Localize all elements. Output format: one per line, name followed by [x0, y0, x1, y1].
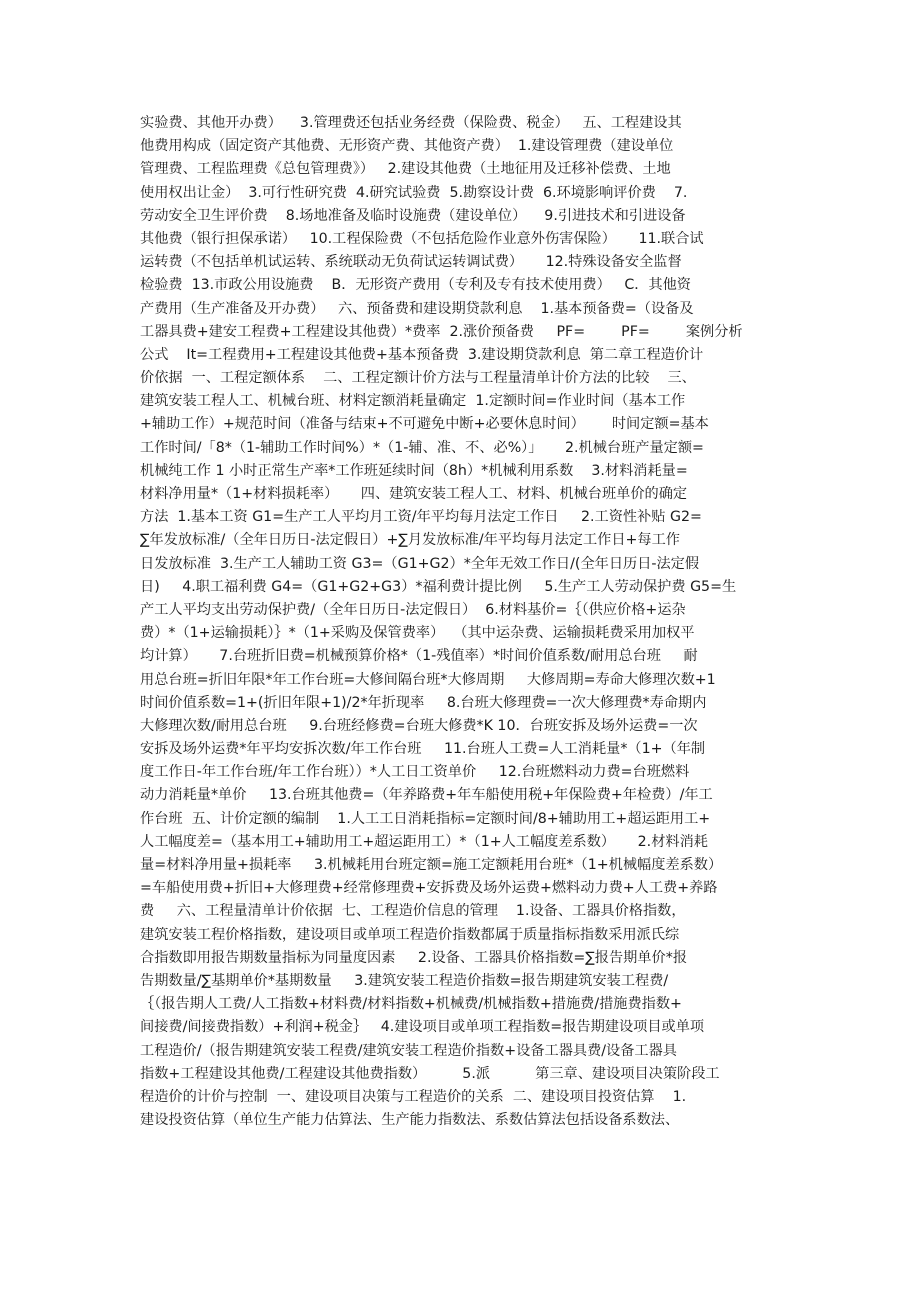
- text-line: 人工幅度差=（基本用工+辅助用工+超运距用工）*（1+人工幅度差系数） 2.材料消耗: [140, 833, 708, 850]
- text-line: 量=材料净用量+损耗率 3.机械耗用台班定额=施工定额耗用台班*（1+机械幅度差系数）: [140, 857, 723, 873]
- text-line: ｛（报告期人工费/人工指数+材料费/材料指数+机械费/机械指数+措施费/措施费指数+: [140, 996, 682, 1013]
- text-line: 工程造价/（报告期建筑安装工程费/建筑安装工程造价指数+设备工器具费/设备工器具: [140, 1042, 677, 1059]
- text-line: 其他费（银行担保承诺） 10.工程保险费（不包括危险作业意外伤害保险） 11.联合试: [140, 230, 704, 247]
- text-line: +辅助工作）+规范时间（准备与结束+不可避免中断+必要休息时间） 时间定额=基本: [140, 416, 709, 433]
- text-line: 告期数量/∑基期单价*基期数量 3.建筑安装工程造价指数=报告期建筑安装工程费/: [140, 972, 669, 989]
- text-line: 工作时间/「8*（1-辅助工作时间%）*（1-辅、准、不、必%）」 2.机械台班产量定额=: [140, 439, 704, 456]
- text-line: ∑年发放标准/（全年日历日-法定假日）+∑月发放标准/年平均每月法定工作日+每工作: [140, 532, 680, 549]
- text-line: 用总台班=折旧年限*年工作台班=大修间隔台班*大修周期 大修周期=寿命大修理次数+1: [140, 671, 716, 688]
- body-text: [140, 112, 790, 1132]
- text-line: 间接费/间接费指数）+利润+税金｝ 4.建设项目或单项工程指数=报告期建设项目或单项: [140, 1019, 705, 1036]
- text-line: 时间价值系数=1+(折旧年限+1)/2*年折现率 8.台班大修理费=一次大修理费*寿命期内: [140, 694, 707, 711]
- text-line: 公式 It=工程费用+工程建设其他费+基本预备费 3.建设期贷款利息 第二章工程造价计: [140, 346, 704, 363]
- text-line: 他费用构成（固定资产其他费、无形资产费、其他资产费） 1.建设管理费（建设单位: [140, 138, 674, 155]
- text-line: 建筑安装工程价格指数，建设项目或单项工程造价指数都属于质量指标指数采用派氏综: [140, 926, 680, 943]
- text-line: 建筑安装工程人工、机械台班、材料定额消耗量确定 1.定额时间=作业时间（基本工作: [140, 393, 686, 410]
- text-line: 劳动安全卫生评价费 8.场地准备及临时设施费（建设单位） 9.引进技术和引进设备: [140, 207, 686, 224]
- text-line: 工器具费+建安工程费+工程建设其他费）*费率 2.涨价预备费 PF= PF= 案例分析: [140, 323, 743, 340]
- text-line: 实验费、其他开办费） 3.管理费还包括业务经费（保险费、税金） 五、工程建设其: [140, 115, 682, 131]
- text-line: 检验费 13.市政公用设施费 B．无形资产费用（专利及专有技术使用费） C．其他资: [140, 277, 691, 294]
- text-line: 度工作日-年工作台班/年工作台班））*人工日工资单价 12.台班燃料动力费=台班燃料: [140, 764, 690, 781]
- text-line: 作台班 五、计价定额的编制 1.人工工日消耗指标=定额时间/8+辅助用工+超运距用工+: [140, 810, 711, 827]
- text-line: 方法 1.基本工资 G1=生产工人平均月工资/年平均每月法定工作日 2.工资性补贴 G2=: [140, 509, 702, 526]
- text-line: 日) 4.职工福利费 G4=（G1+G2+G3）*福利费计提比例 5.生产工人劳动保护费 G5=生: [140, 578, 737, 595]
- text-line: 指数+工程建设其他费/工程建设其他费指数） 5.派 第三章、建设项目决策阶段工: [140, 1065, 720, 1082]
- text-line: 合指数即用报告期数量指标为同量度因素 2.设备、工器具价格指数=∑报告期单价*报: [140, 949, 688, 966]
- text-line: 材料净用量*（1+材料损耗率） 四、建筑安装工程人工、材料、机械台班单价的确定: [140, 486, 688, 502]
- text-line: 建设投资估算（单位生产能力估算法、生产能力指数法、系数估算法包括设备系数法、: [140, 1112, 680, 1129]
- text-line: 均计算） 7.台班折旧费=机械预算价格*（1-残值率）*时间价值系数/耐用总台班 耐: [140, 648, 698, 665]
- text-line: 价依据 一、工程定额体系 二、工程定额计价方法与工程量清单计价方法的比较 三、: [140, 370, 696, 387]
- text-line: 产工人平均支出劳动保护费/（全年日历日-法定假日） 6.材料基价=｛（供应价格+运杂: [140, 601, 686, 618]
- text-line: 安拆及场外运费*年平均安拆次数/年工作台班 11.台班人工费=人工消耗量*（1+（年制: [140, 741, 706, 758]
- text-line: 大修理次数/耐用总台班 9.台班经修费=台班大修费*K 10．台班安拆及场外运费=一次: [140, 717, 698, 734]
- text-line: 运转费（不包括单机试运转、系统联动无负荷试运转调试费） 12.特殊设备安全监督: [140, 254, 682, 271]
- text-line: 机械纯工作 1 小时正常生产率*工作班延续时间（8h）*机械利用系数 3.材料消耗量=: [140, 462, 688, 479]
- text-line: =车船使用费+折旧+大修理费+经常修理费+安拆费及场外运费+燃料动力费+人工费+养路: [140, 880, 718, 897]
- text-line: 费 六、工程量清单计价依据 七、工程造价信息的管理 1.设备、工器具价格指数，: [140, 903, 686, 920]
- text-line: 费）*（1+运输损耗）｝*（1+采购及保管费率） （其中运杂费、运输损耗费采用加权平: [140, 625, 695, 642]
- text-line: 产费用（生产准备及开办费） 六、预备费和建设期贷款利息 1.基本预备费=（设备及: [140, 300, 694, 317]
- text-line: 动力消耗量*单价 13.台班其他费=（年养路费+年车船使用税+年保险费+年检费）/年工: [140, 787, 713, 804]
- text-line: 使用权出让金） 3.可行性研究费 4.研究试验费 5.勘察设计费 6.环境影响评价费 7.: [140, 184, 688, 201]
- text-line: 日发放标准 3.生产工人辅助工资 G3=（G1+G2）*全年无效工作日/(全年日历日-法定假: [140, 555, 700, 572]
- text-line: 管理费、工程监理费《总包管理费》） 2.建设其他费（土地征用及迁移补偿费、土地: [140, 161, 671, 178]
- text-line: 程造价的计价与控制 一、建设项目决策与工程造价的关系 二、建设项目投资估算 1.: [140, 1088, 687, 1105]
